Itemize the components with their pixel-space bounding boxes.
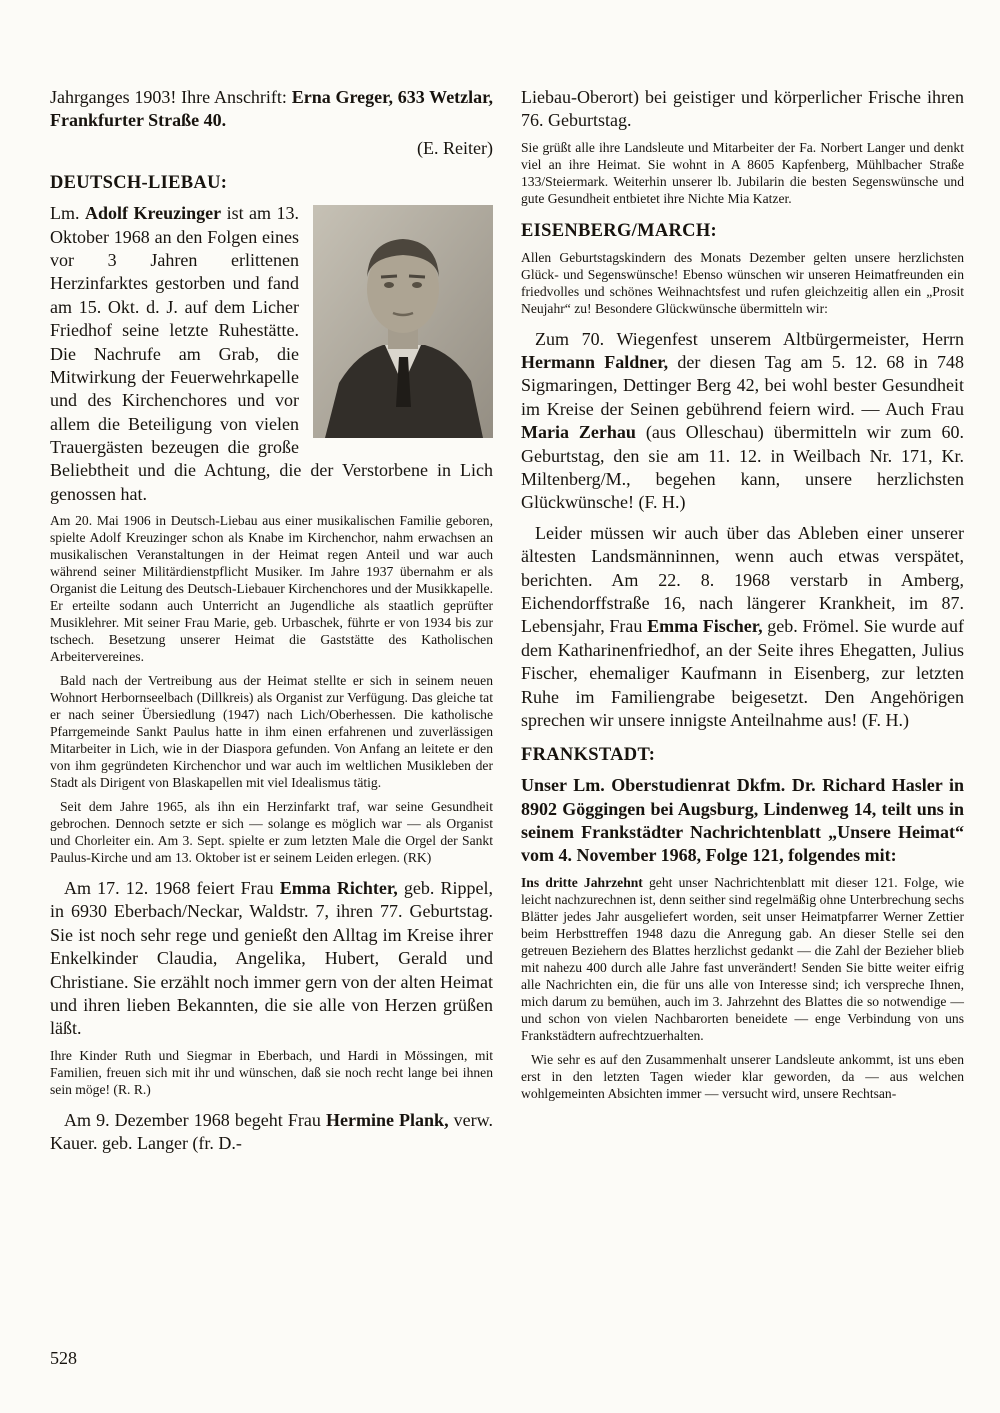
right-column xyxy=(521,86,964,1162)
kapfenberg-note: Sie grüßt alle ihre Landsleute und Mitarbeiter der Fa. Norbert Langer und denkt viel an ihre Heimat. Sie wohnt in A 8605 Kapfenberg, Mühlbacher Straße 133/Steiermark. Weiterhin unserer lb. Jubilarin die besten Segenswünsche und gute Gesundheit entbietet ihre Nichte Mia Katzer. xyxy=(521,139,964,206)
fischer-obituary-paragraph: Leider müssen wir auch über das Ableben einer unserer ältesten Landsmänninnen, wenn auch etwas verspätet, berichten. Am 22. 8. 1968 verstarb in Amberg, Eichendorffstraße 16, nach längerer Krankheit, im 87. Lebensjahr, Frau Emma Fischer, geb. Frömel. Sie wurde auf dem Katharinenfriedhof, an der Seite ihres Ehegatten, Julius Fischer, ehemaliger Kaufmann in Eisenberg, zur letzten Ruhe im Familiengrabe beigesetzt. Den Angehörigen sprechen wir unsere innigste Anteilnahme aus! (F. H.) xyxy=(521,522,964,730)
obituary-block xyxy=(50,202,493,513)
obituary-bio-paragraph-3: Seit dem Jahre 1965, als ihn ein Herzinfarkt traf, war seine Gesundheit gebrochen. Dennoch setzte er sich — solange es möglich war — als Organist und Chorleiter ein. Am 3. Sept. spielte er zum letzten Male die Orgel der Sankt Paulus-Kirche und am 13. Oktober ist er seinem Leiden erlegen. (RK) xyxy=(50,799,493,865)
zusammenhalt-paragraph: Wie sehr es auf den Zusammenhalt unserer Landsleute ankommt, ist uns eben erst in den letzten Tagen wieder klar geworden, da — aus welchen wohlgemeinten Absichten immer — versucht wird, unsere Rechtsan- xyxy=(521,1051,964,1101)
left-column xyxy=(50,86,493,1162)
section-heading-frankstadt: FRANKSTADT: xyxy=(521,745,656,766)
obituary-bio-paragraph-1: Am 20. Mai 1906 in Deutsch-Liebau aus einer musikalischen Familie geboren, spielte Adolf Kreuzinger schon als Knabe im Kirchenchor, nahm erwachsen an musikalischen Veranstaltungen in der Heimat regen Anteil und war auch während seiner Militärdienstpflicht Musiker. Im Jahre 1937 übernahm er als Organist die Leitung des Deutsch-Liebauer Kirchenchores und der Musikkapelle. Er erteilte sodann auch Unterricht an Jugendliche als staatlich geprüfter Musiklehrer. Mit seiner Frau Marie, geb. Urbaschek, führte er von 1934 bis zur tschech. Besetzung unserer Heimat die Gaststätte des Katholischen Arbeitervereines. xyxy=(50,513,493,665)
man-portrait-icon xyxy=(313,205,493,438)
eisenberg-intro-paragraph: Allen Geburtstagskindern des Monats Dezember gelten unsere herzlichsten Glück- und Segenswünsche! Ebenso wünschen wir unseren Heimatfreunden ein friedvolles und schönes Weihnachtsfest und rufen gleichzeitig allen ein „Prosit Neujahr“ zu! Besondere Glückwünsche übermitteln wir: xyxy=(521,249,964,316)
page-number: 528 xyxy=(50,1348,77,1368)
section-heading-deutsch-liebau: DEUTSCH-LIEBAU: xyxy=(50,173,228,194)
hasler-intro-paragraph: Unser Lm. Oberstudienrat Dkfm. Dr. Richard Hasler in 8902 Göggingen bei Augsburg, Lindenweg 14, teilt uns in seinem Frankstädter Nachrichtenblatt „Unsere Heimat“ vom 4. November 1968, Folge 121, folgendes mit: xyxy=(521,775,964,866)
portrait-photo xyxy=(313,205,493,438)
continuation-paragraph-right: Liebau-Oberort) bei geistiger und körperlicher Frische ihren 76. Geburtstag. xyxy=(521,87,964,131)
richter-family-note: Ihre Kinder Ruth und Siegmar in Eberbach, und Hardi in Mössingen, mit Familien, freuen sich mit ihr und wünschen, daß sie noch recht lange bei ihnen sein möge! (R. R.) xyxy=(50,1047,493,1097)
faldner-birthday-paragraph: Zum 70. Wiegenfest unserem Altbürgermeister, Herrn Hermann Faldner, der diesen Tag am 5. 12. 68 in 748 Sigmaringen, Dettinger Berg 42, bei wohl bester Gesundheit im Kreise der Seinen gebührend feiern wird. — Auch Frau Maria Zerhau (aus Olleschau) übermitteln wir zum 60. Geburtstag, den sie am 11. 12. in Weilbach Nr. 171, Kr. Miltenberg/M., begehen kann, unsere herzlichsten Glückwünsche! (F. H.) xyxy=(521,328,964,513)
section-heading-eisenberg-march: EISENBERG/MARCH: xyxy=(521,220,717,241)
birthday-plank-paragraph: Am 9. Dezember 1968 begeht Frau Hermine Plank, verw. Kauer. geb. Langer (fr. D.- xyxy=(50,1109,493,1154)
continuation-paragraph: Jahrganges 1903! Ihre Anschrift: Erna Greger, 633 Wetzlar, Frankfurter Straße 40. xyxy=(50,87,493,131)
obituary-bio-paragraph-2: Bald nach der Vertreibung aus der Heimat stellte er sich in seinem neuen Wohnort Herbornseelbach (Dillkreis) als Organist zur Verfügung. Das gleiche tat er nach seiner Übersiedlung (1947) nach Lich/Oberhessen. Die katholische Pfarrgemeinde Sankt Paulus hatte in ihm einen erfahrenen und zuverlässigen Mitarbeiter in Lich, wie in der Diaspora gefunden. Von Anfang an leitete er den von ihm gegründeten Kirchenchor und war auch im weltlichen Musikleben der Stadt als Dirigent von Blaskapellen mit viel Idealismus tätig. xyxy=(50,673,493,791)
reporter-signature: (E. Reiter) xyxy=(417,137,493,158)
birthday-richter-paragraph: Am 17. 12. 1968 feiert Frau Emma Richter, geb. Rippel, in 6930 Eberbach/Neckar, Waldstr. 7, ihren 77. Geburtstag. Sie ist noch sehr rege und genießt den Alltag im Kreise ihrer Enkelkinder Claudia, Angelika, Hubert, Gerald und Christiane. Sie erzählt noch immer gern von der alten Heimat und ihren lieben Bekannten, die sie alle von Herzen grüßen läßt. xyxy=(50,877,493,1039)
two-column-layout xyxy=(50,86,964,1162)
jahrzehnt-paragraph: Ins dritte Jahrzehnt geht unser Nachrichtenblatt mit dieser 121. Folge, wie leicht nachzurechnen ist, denn seither sind regelmäßig ohne Unterbrechung sechs Blätter jedes Jahr ausgeliefert worden, seit unser Heimatpfarrer Werner Zettier beim Herbsttreffen 1948 dazu die Anregung gab. An dieser Stelle sei den getreuen Beziehern des Blattes herzlichst gedankt — die Zahl der Bezieher blieb mit nahezu 400 durch alle Jahre fast unverändert! Senden Sie bitte weiter eifrig alle Nachrichten ein, die für uns alle von Interesse sind; ich verspreche Ihnen, mich darum zu bemühen, auch im 3. Jahrzehnt des Blattes die so notwendige — und schon von vielen Nachbarorten beneidete — enge Verbindung von uns Frankstädtern aufrechtzuerhalten. xyxy=(521,874,964,1043)
obituary-lead-paragraph: Lm. Adolf Kreuzinger ist am 13. Oktober 1968 an den Folgen eines vor 3 Jahren erlittenen Herzinfarktes gestorben und fand am 15. Okt. d. J. auf dem Licher Friedhof seine letzte Ruhestätte. Die Nachrufe am Grab, die Mitwirkung der Feuerwehrkapelle und des Kirchenchores und vor allem die Beteiligung von vielen Trauergästen bezeugen die große Beliebtheit und die Achtung, die der Verstorbene in Lich genossen hat. xyxy=(50,203,493,504)
